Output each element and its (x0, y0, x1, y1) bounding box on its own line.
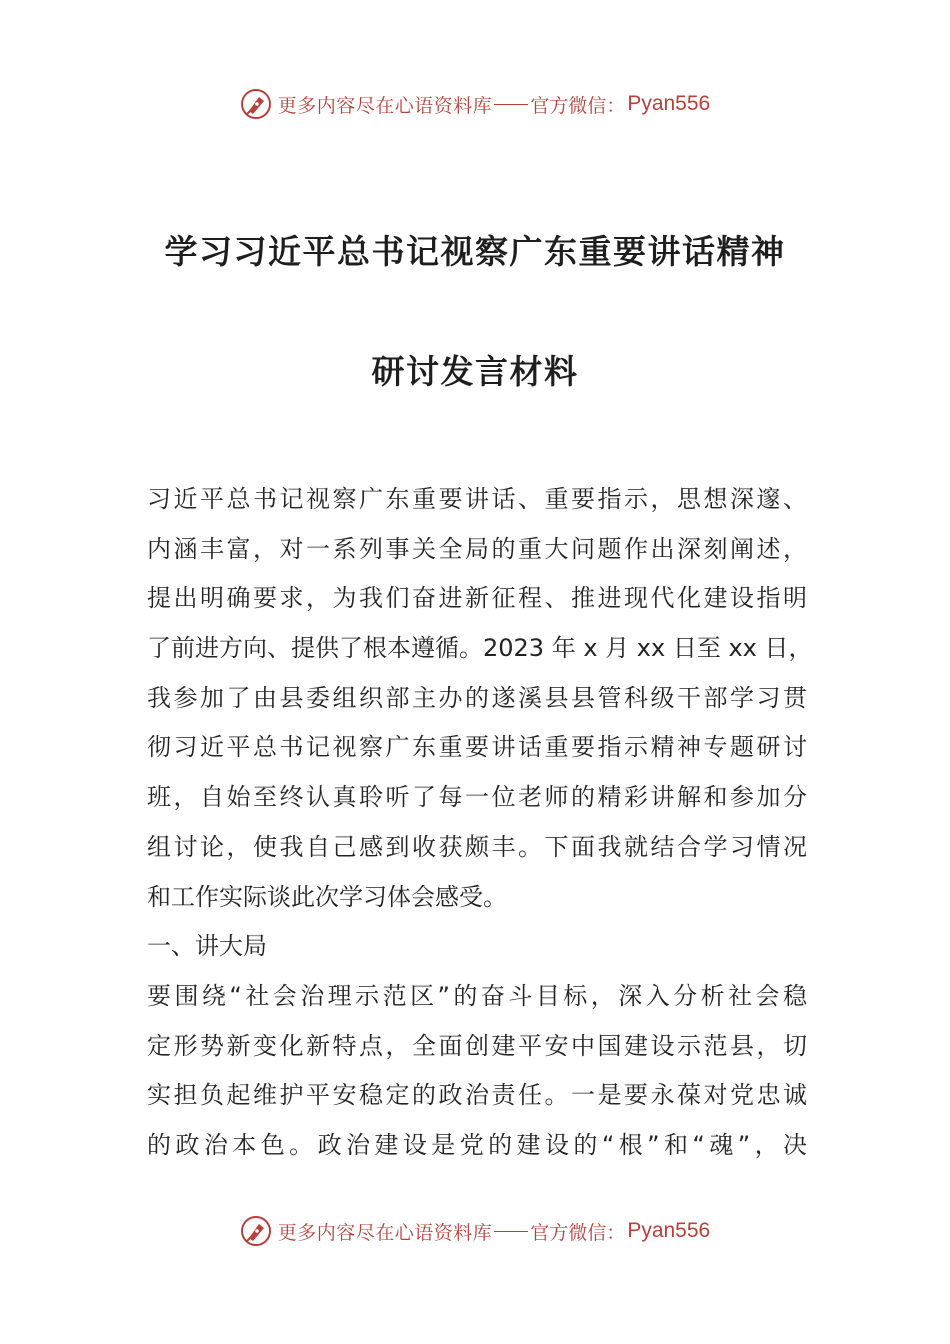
body-line: 班，自始至终认真聆听了每一位老师的精彩讲解和参加分 (147, 783, 807, 812)
body-line: 组讨论，使我自己感到收获颇丰。下面我就结合学习情况 (147, 832, 807, 861)
body-line: 的政治本色。政治建设是党的建设的“根”和“魂”，决 (147, 1130, 807, 1159)
document-body (147, 475, 813, 1171)
body-line: 定形势新变化新特点，全面创建平安中国建设示范县，切 (147, 1031, 807, 1060)
body-line: 提出明确要求，为我们奋进新征程、推进现代化建设指明 (147, 584, 807, 613)
body-line: 了前进方向、提供了根本遵循。2023 年 x 月 xx 日至 xx 日， (147, 634, 813, 663)
section-heading: 一、讲大局 (147, 932, 267, 961)
footer-watermark (0, 1209, 950, 1253)
body-line: 要围绕“社会治理示范区”的奋斗目标，深入分析社会稳 (147, 981, 807, 1010)
body-line: 内涵丰富，对一系列事关全局的重大问题作出深刻阐述， (147, 534, 807, 563)
body-line: 我参加了由县委组织部主办的遂溪县县管科级干部学习贯 (147, 683, 807, 712)
document-title-line-1: 学习习近平总书记视察广东重要讲话精神 (164, 232, 786, 271)
watermark-handle: Pyan556 (627, 92, 711, 115)
watermark-label: 官方微信： (530, 1221, 626, 1244)
watermark-dash (494, 104, 528, 105)
body-line: 彻习近平总书记视察广东重要讲话重要指示精神专题研讨 (147, 733, 807, 762)
watermark-label: 官方微信： (530, 94, 626, 117)
body-line: 习近平总书记视察广东重要讲话、重要指示，思想深邃、 (147, 485, 807, 513)
document-title-line-2: 研讨发言材料 (371, 352, 579, 391)
watermark-text: 更多内容尽在心语资料库 (277, 94, 493, 117)
watermark-dash (494, 1231, 528, 1232)
body-line: 实担负起维护平安稳定的政治责任。一是要永葆对党忠诚 (147, 1081, 807, 1110)
watermark-handle: Pyan556 (627, 1219, 711, 1242)
pen-nib-icon (240, 88, 272, 120)
body-line: 和工作实际谈此次学习体会感受。 (147, 882, 507, 911)
pen-nib-icon (240, 1215, 272, 1247)
header-watermark (0, 82, 950, 126)
watermark-text: 更多内容尽在心语资料库 (277, 1221, 493, 1244)
